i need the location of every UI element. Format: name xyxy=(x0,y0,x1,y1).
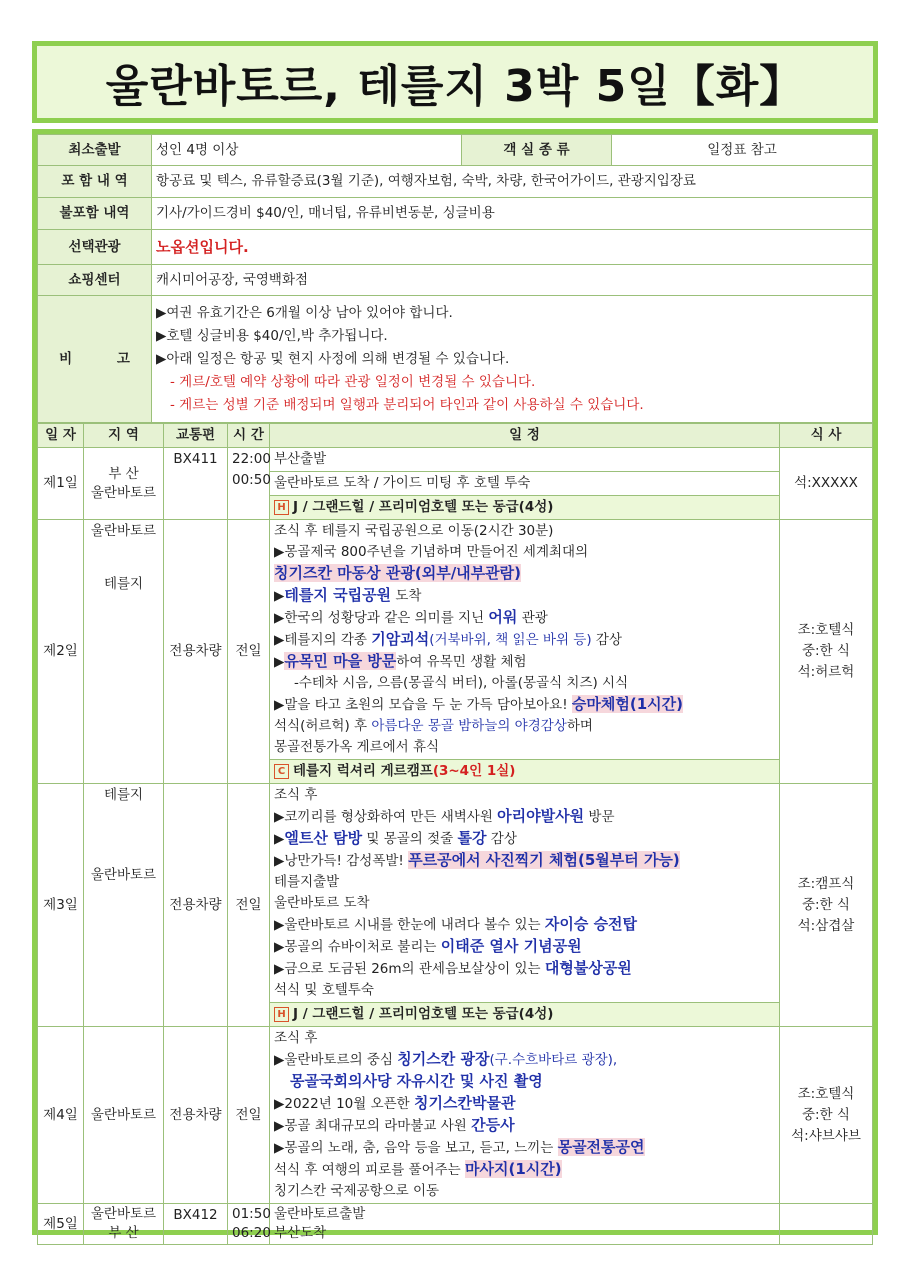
day4-label: 제4일 xyxy=(38,1027,84,1204)
region-text: 테를지 xyxy=(103,787,144,803)
region-text: 울란바토르 xyxy=(90,867,157,883)
min-label: 최소출발 xyxy=(38,135,152,166)
day4-region: 울란바토르 xyxy=(84,1027,164,1204)
sched-line: 테를지출발 xyxy=(274,874,340,890)
sched-line: 부산도착 xyxy=(274,1225,327,1241)
hotel-icon: H xyxy=(274,1007,289,1022)
day5-label: 제5일 xyxy=(38,1204,84,1245)
time-text: 00:50 xyxy=(232,472,271,488)
note-line: ▶아래 일정은 항공 및 현지 사정에 의해 변경될 수 있습니다. xyxy=(156,350,510,367)
text: 석식 후 여행의 피로를 풀어주는 xyxy=(274,1162,465,1178)
highlight: 푸르공에서 사진찍기 체험(5월부터 가능) xyxy=(408,851,680,869)
min-value: 성인 4명 이상 xyxy=(152,135,462,166)
day3-hotel xyxy=(270,1003,780,1027)
day5-meal xyxy=(780,1204,873,1245)
day3-region xyxy=(84,784,164,1027)
text: ▶말을 타고 초원의 모습을 두 눈 가득 담아보아요! xyxy=(274,697,572,713)
highlight: 아리야발사원 xyxy=(497,807,585,825)
text: ▶테를지의 각종 xyxy=(274,632,372,648)
day5-schedule xyxy=(270,1204,780,1245)
shop-label: 쇼핑센터 xyxy=(38,265,152,296)
text: ▶2022년 10월 오픈한 xyxy=(274,1096,414,1112)
text: 하여 유목민 생활 체험 xyxy=(396,654,527,670)
day2-camp xyxy=(270,760,780,784)
note-red-line: - 게르는 성별 기준 배정되며 일행과 분리되어 타인과 같이 사용하실 수 있습니다. xyxy=(170,396,644,413)
note-red-line: - 게르/호텔 예약 상황에 따라 관광 일정이 변경될 수 있습니다. xyxy=(170,373,536,390)
sched-line: 조식 후 xyxy=(274,787,318,803)
meal-line: 조:캠프식 xyxy=(797,875,855,892)
meal-line: 석:샤브샤브 xyxy=(791,1127,861,1144)
region-text: 울란바토르 xyxy=(90,523,157,539)
day2-time: 전일 xyxy=(228,520,270,784)
include-label: 포 함 내 역 xyxy=(38,166,152,198)
meal-line: 중:한 식 xyxy=(802,643,850,659)
region-text: 울란바토르 xyxy=(90,484,157,501)
highlight: 칭기즈칸 마동상 관광(외부/내부관람) xyxy=(274,564,521,582)
option-value: 노옵션입니다. xyxy=(152,230,873,265)
highlight: 유목민 마을 방문 xyxy=(284,652,397,670)
camp-capacity: (3~4인 1실) xyxy=(432,763,516,779)
sched-line: -수테차 시음, 으름(몽골식 버터), 아롤(몽골식 치즈) 시식 xyxy=(294,675,629,691)
day4-transport: 전용차량 xyxy=(164,1027,228,1204)
info-table xyxy=(37,134,873,423)
highlight: 이태준 열사 기념공원 xyxy=(440,937,582,955)
header-time: 시 간 xyxy=(228,424,270,448)
day5-time xyxy=(228,1204,270,1245)
text: ▶몽골의 노래, 춤, 음악 등을 보고, 듣고, 느끼는 xyxy=(274,1140,558,1156)
region-text: 부 산 xyxy=(108,465,139,482)
highlight: 마사지(1시간) xyxy=(465,1160,562,1178)
day2-label: 제2일 xyxy=(38,520,84,784)
text: 및 몽골의 젖줄 xyxy=(362,831,458,847)
day1-label: 제1일 xyxy=(38,448,84,520)
day1-region xyxy=(84,448,164,520)
text: (거북바위, 책 읽은 바위 등) xyxy=(429,632,592,648)
day1-line: 울란바토르 도착 / 가이드 미팅 후 호텔 투숙 xyxy=(270,472,780,496)
title-box xyxy=(32,41,878,123)
highlight: 어워 xyxy=(488,608,518,626)
region-text: 울란바토르 xyxy=(90,1206,157,1222)
hotel-icon: H xyxy=(274,500,289,515)
header-region: 지 역 xyxy=(84,424,164,448)
text: ▶ xyxy=(274,588,285,604)
day2-transport: 전용차량 xyxy=(164,520,228,784)
highlight: 몽골전통공연 xyxy=(557,1138,645,1156)
day4-schedule xyxy=(270,1027,780,1204)
highlight: 대형불상공원 xyxy=(544,959,632,977)
text: 도착 xyxy=(391,588,422,604)
day3-meal xyxy=(780,784,873,1027)
meal-line: 석:삼겹살 xyxy=(797,917,855,934)
day2-region xyxy=(84,520,164,784)
highlight: 칭기스칸 광장 xyxy=(397,1050,490,1068)
meal-line: 중:한 식 xyxy=(802,896,850,913)
sched-line: ▶몽골제국 800주년을 기념하며 만들어진 세계최대의 xyxy=(274,544,589,560)
day4-meal xyxy=(780,1027,873,1204)
text: 방문 xyxy=(584,809,615,825)
exclude-label: 불포함 내역 xyxy=(38,198,152,230)
day3-time: 전일 xyxy=(228,784,270,1027)
sched-line: 몽골전통가옥 게르에서 휴식 xyxy=(274,739,440,755)
text: ▶금으로 도금된 26m의 관세음보살상이 있는 xyxy=(274,961,545,977)
header-day: 일 자 xyxy=(38,424,84,448)
time-text: 01:50 xyxy=(232,1206,271,1222)
highlight: 자이승 승전탑 xyxy=(544,915,638,933)
text: ▶코끼리를 형상화하여 만든 새벽사원 xyxy=(274,809,498,825)
notes-cell xyxy=(152,296,873,423)
day1-hotel xyxy=(270,496,780,520)
text: ▶몽골의 슈바이처로 불리는 xyxy=(274,939,441,955)
shop-value: 캐시미어공장, 국영백화점 xyxy=(152,265,873,296)
header-meal: 식 사 xyxy=(780,424,873,448)
text: ▶울란바토르 시내를 한눈에 내려다 볼수 있는 xyxy=(274,917,545,933)
time-text: 22:00 xyxy=(232,451,271,467)
schedule-table xyxy=(37,423,873,1245)
text: ▶ xyxy=(274,831,285,847)
highlight: 엘트산 탐방 xyxy=(284,829,363,847)
highlight: 승마체험(1시간) xyxy=(571,695,683,713)
text: ▶한국의 성황당과 같은 의미를 지닌 xyxy=(274,610,489,626)
time-text: 06:20 xyxy=(232,1225,271,1241)
text: 아름다운 몽골 밤하늘의 야경감상 xyxy=(371,718,567,734)
room-label: 객 실 종 류 xyxy=(462,135,612,166)
highlight: 테를지 국립공원 xyxy=(284,586,392,604)
day1-transport: BX411 xyxy=(164,448,228,520)
day3-schedule xyxy=(270,784,780,1003)
day3-transport: 전용차량 xyxy=(164,784,228,1027)
text: 하며 xyxy=(566,718,593,734)
option-label: 선택관광 xyxy=(38,230,152,265)
day2-meal xyxy=(780,520,873,784)
highlight: 간등사 xyxy=(471,1116,515,1134)
region-text: 테를지 xyxy=(103,576,144,592)
meal-line: 석:허르헉 xyxy=(797,664,855,680)
camp-name: 테를지 럭셔리 게르캠프 xyxy=(293,763,433,779)
text: (구.수흐바타르 광장), xyxy=(489,1052,618,1068)
exclude-value: 기사/가이드경비 $40/인, 매너팁, 유류비변동분, 싱글비용 xyxy=(152,198,873,230)
itinerary-frame xyxy=(32,129,878,1241)
meal-line: 조:호텔식 xyxy=(797,1085,855,1102)
text: ▶낭만가득! 감성폭발! xyxy=(274,853,409,869)
text: ▶울란바토르의 중심 xyxy=(274,1052,398,1068)
note-line: ▶여권 유효기간은 6개월 이상 남아 있어야 합니다. xyxy=(156,304,453,321)
note-label-text: 비 고 xyxy=(59,350,130,367)
room-value: 일정표 참고 xyxy=(612,135,873,166)
day2-schedule xyxy=(270,520,780,760)
day1-line: 부산출발 xyxy=(270,448,780,472)
note-line: ▶호텔 싱글비용 $40/인,박 추가됩니다. xyxy=(156,327,388,344)
note-label xyxy=(38,296,152,423)
sched-line: 석식 및 호텔투숙 xyxy=(274,982,374,998)
day5-transport: BX412 xyxy=(164,1204,228,1245)
sched-line: 울란바토르 도착 xyxy=(274,895,370,911)
text: 석식(허르헉) 후 xyxy=(274,718,372,734)
camp-icon: C xyxy=(274,764,289,779)
highlight: 몽골국회의사당 자유시간 및 사진 촬영 xyxy=(290,1072,543,1090)
text: 감상 xyxy=(486,831,517,847)
day1-meal: 석:XXXXX xyxy=(780,448,873,520)
text: ▶ xyxy=(274,654,285,670)
highlight: 톨강 xyxy=(457,829,487,847)
text: ▶몽골 최대규모의 라마불교 사원 xyxy=(274,1118,472,1134)
sched-line: 칭기스칸 국제공항으로 이동 xyxy=(274,1183,440,1199)
day3-label: 제3일 xyxy=(38,784,84,1027)
meal-line: 조:호텔식 xyxy=(797,622,855,638)
hotel-name: J / 그랜드힐 / 프리미엄호텔 또는 동급(4성) xyxy=(293,499,554,515)
sched-line: 조식 후 테를지 국립공원으로 이동(2시간 30분) xyxy=(274,523,554,539)
highlight: 기암괴석 xyxy=(371,630,430,648)
day1-time xyxy=(228,448,270,520)
sched-line: 조식 후 xyxy=(274,1030,318,1046)
sched-line: 울란바토르출발 xyxy=(274,1206,366,1222)
header-schedule: 일 정 xyxy=(270,424,780,448)
text: 관광 xyxy=(517,610,548,626)
include-value: 항공료 및 텍스, 유류할증료(3월 기준), 여행자보험, 숙박, 차량, 한국어가이드, 관광지입장료 xyxy=(152,166,873,198)
header-transport: 교통편 xyxy=(164,424,228,448)
hotel-name: J / 그랜드힐 / 프리미엄호텔 또는 동급(4성) xyxy=(293,1006,554,1022)
day4-time: 전일 xyxy=(228,1027,270,1204)
page-title: 울란바토르, 테를지 3박 5일【화】 xyxy=(105,61,805,112)
meal-line: 중:한 식 xyxy=(802,1106,850,1123)
highlight: 칭기스칸박물관 xyxy=(414,1094,516,1112)
region-text: 부 산 xyxy=(108,1225,139,1241)
text: 감상 xyxy=(591,632,622,648)
day5-region xyxy=(84,1204,164,1245)
